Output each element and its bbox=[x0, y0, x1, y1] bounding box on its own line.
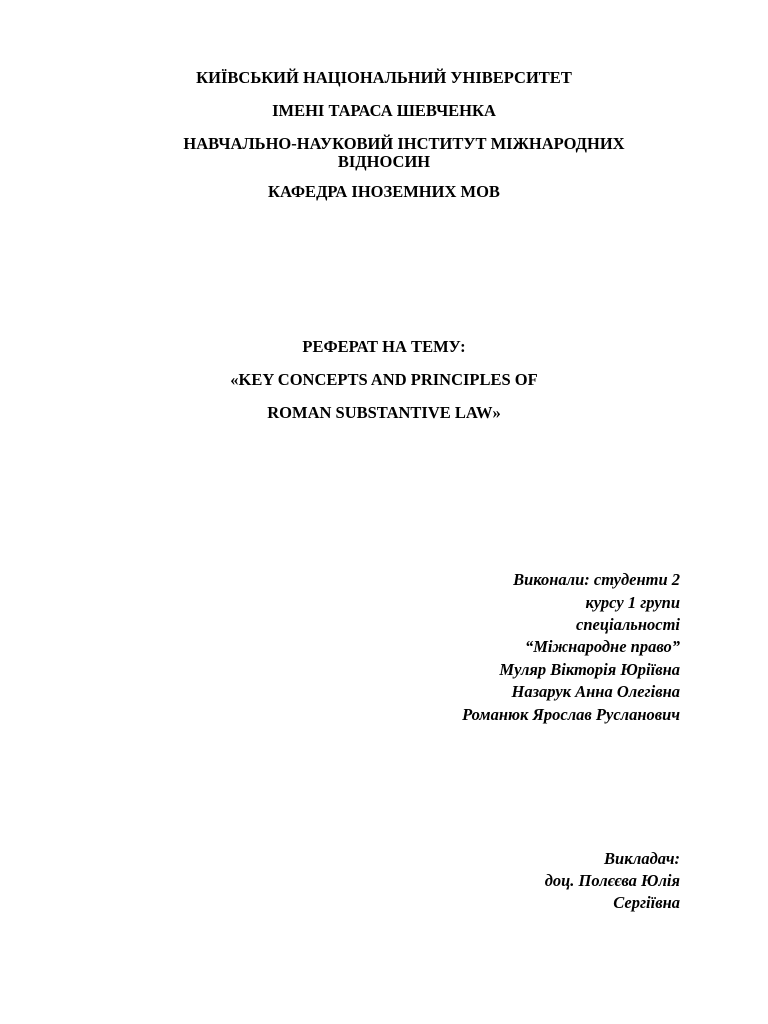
supervisor-name: доц. Полєєва Юлія bbox=[544, 871, 680, 890]
essay-topic-line1: «KEY CONCEPTS AND PRINCIPLES OF bbox=[230, 370, 538, 389]
essay-label: РЕФЕРАТ НА ТЕМУ: bbox=[302, 337, 466, 356]
authors-line: спеціальності bbox=[576, 615, 680, 634]
university-name-line2: ІМЕНІ ТАРАСА ШЕВЧЕНКА bbox=[272, 101, 496, 120]
supervisor-name: Сергіївна bbox=[613, 893, 680, 912]
author-name: Назарук Анна Олегівна bbox=[511, 682, 680, 701]
author-name: Романюк Ярослав Русланович bbox=[462, 705, 680, 724]
institute-name-line2: ВІДНОСИН bbox=[337, 152, 431, 171]
authors-line: Виконали: студенти 2 bbox=[513, 570, 680, 589]
authors-line: курсу 1 групи bbox=[585, 593, 680, 612]
institute-name-line1: НАВЧАЛЬНО-НАУКОВИЙ ІНСТИТУТ МІЖНАРОДНИХ bbox=[183, 134, 625, 153]
authors-line: “Міжнародне право” bbox=[524, 637, 680, 656]
university-name-line1: КИЇВСЬКИЙ НАЦІОНАЛЬНИЙ УНІВЕРСИТЕТ bbox=[196, 68, 572, 87]
essay-topic-line2: ROMAN SUBSTANTIVE LAW» bbox=[267, 403, 501, 422]
supervisor-label: Викладач: bbox=[604, 849, 680, 868]
author-name: Муляр Вікторія Юріївна bbox=[499, 660, 680, 679]
department-name: КАФЕДРА ІНОЗЕМНИХ МОВ bbox=[268, 182, 500, 201]
